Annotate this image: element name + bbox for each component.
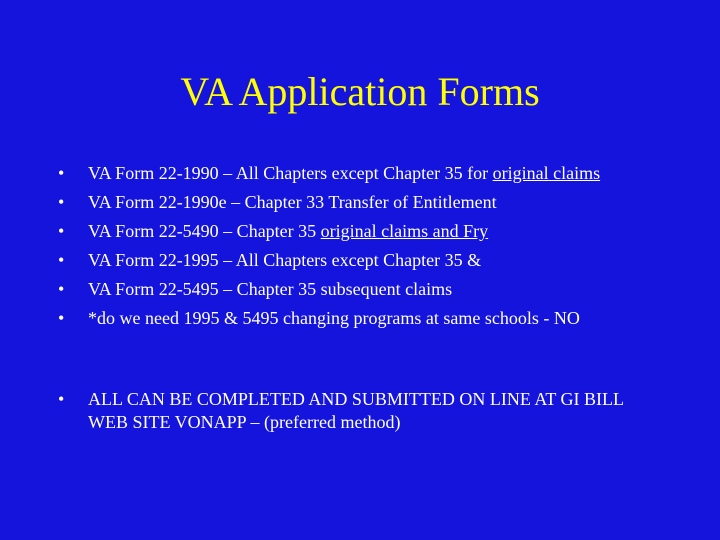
bullet-icon: • bbox=[58, 308, 65, 328]
bullet-icon: • bbox=[58, 250, 65, 270]
form-list bbox=[58, 162, 658, 336]
item-text: VA Form 22-1990 – All Chapters except Chapter 35 for bbox=[88, 163, 493, 183]
bullet-icon: • bbox=[58, 389, 65, 409]
bullet-icon: • bbox=[58, 163, 65, 183]
list-item bbox=[58, 191, 658, 214]
slide-title: VA Application Forms bbox=[180, 69, 540, 114]
item-underlined-text: original claims bbox=[492, 163, 601, 183]
list-item bbox=[58, 388, 658, 434]
item-text: *do we need 1995 & 5495 changing programs at same schools - NO bbox=[88, 308, 580, 328]
bullet-icon: • bbox=[58, 221, 65, 241]
bullet-icon: • bbox=[58, 279, 65, 299]
list-item bbox=[58, 278, 658, 301]
list-item bbox=[58, 162, 658, 185]
list-item bbox=[58, 249, 658, 272]
item-text: VA Form 22-5490 – Chapter 35 bbox=[88, 221, 321, 241]
summary-text: ALL CAN BE COMPLETED AND SUBMITTED ON LINE AT GI BILL WEB SITE VONAPP – (preferred method) bbox=[88, 389, 624, 432]
list-item bbox=[58, 307, 658, 330]
summary-list bbox=[58, 388, 658, 440]
item-text: VA Form 22-1995 – All Chapters except Chapter 35 & bbox=[88, 250, 482, 270]
item-underlined-text: original claims and Fry bbox=[320, 221, 489, 241]
list-item bbox=[58, 220, 658, 243]
item-text: VA Form 22-5495 – Chapter 35 subsequent claims bbox=[88, 279, 453, 299]
bullet-icon: • bbox=[58, 192, 65, 212]
item-text: VA Form 22-1990e – Chapter 33 Transfer of Entitlement bbox=[88, 192, 497, 212]
